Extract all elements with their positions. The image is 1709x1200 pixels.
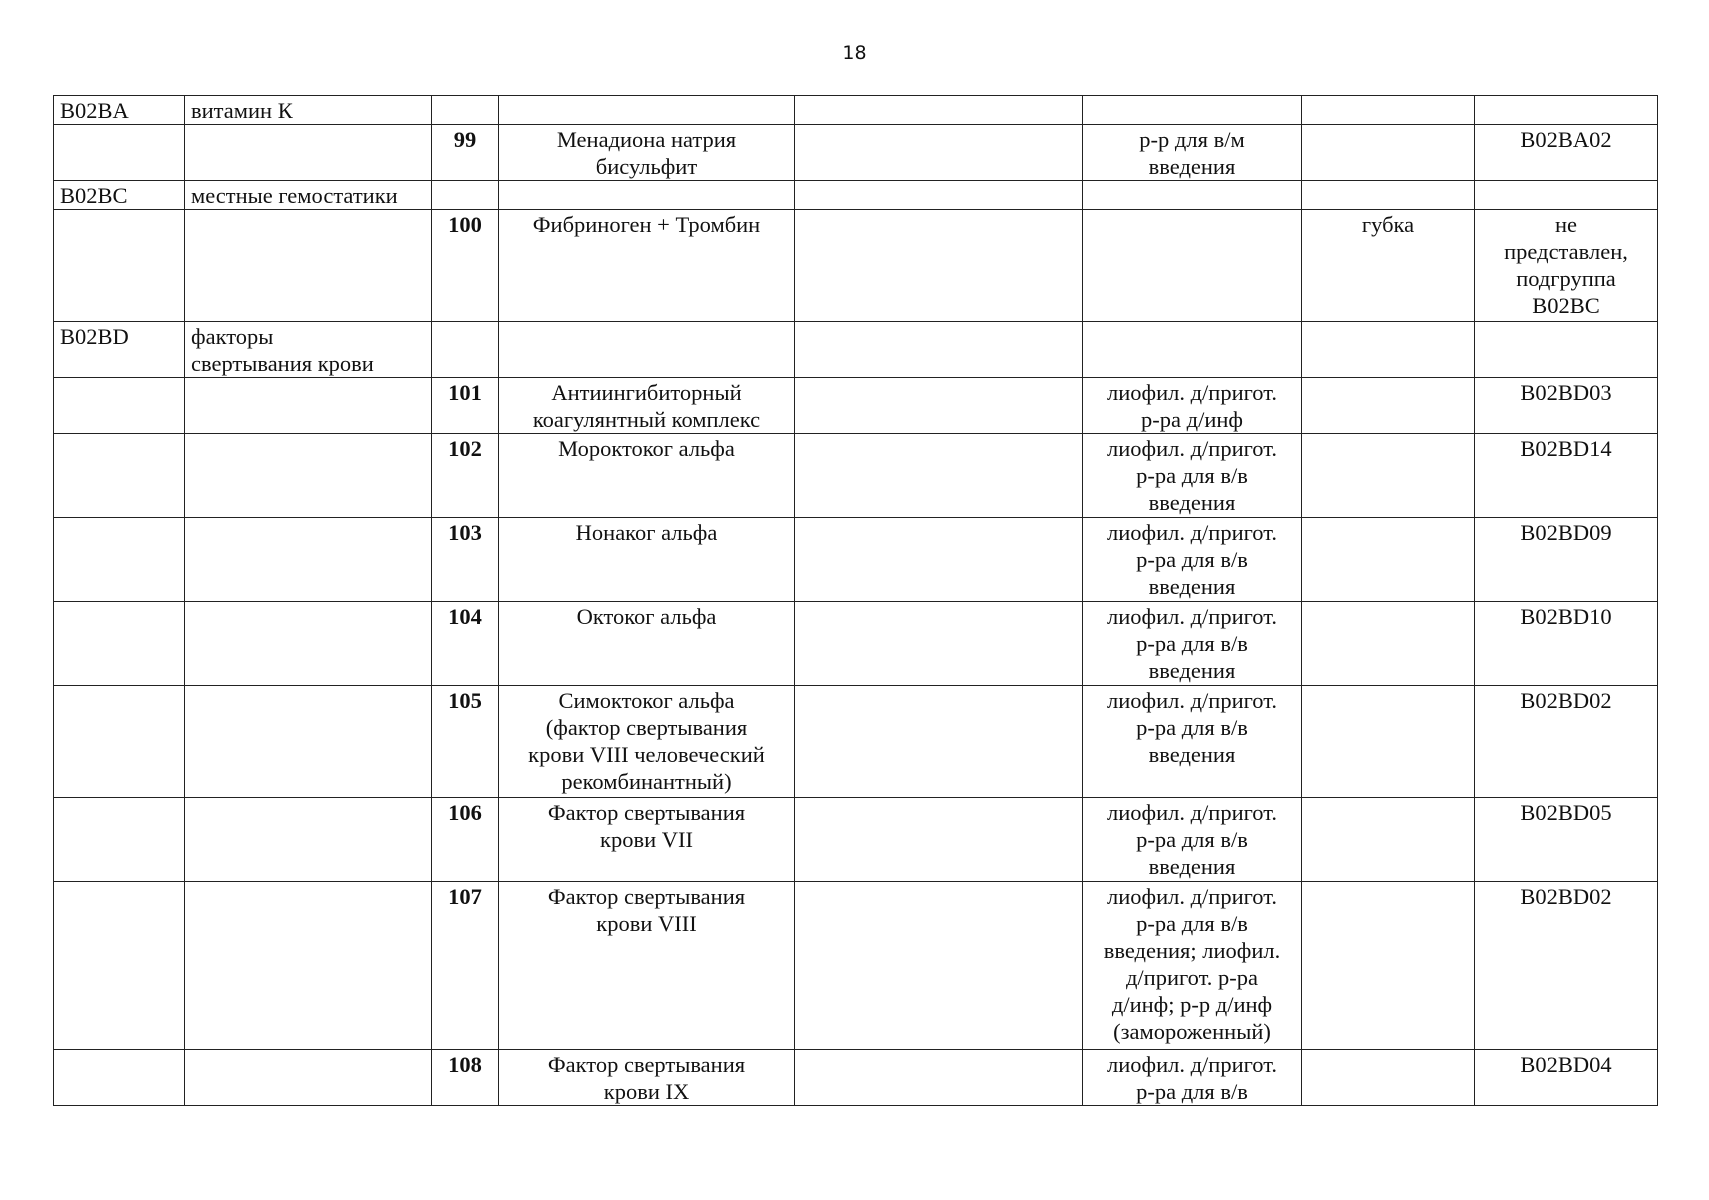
item-number-cell: 101 — [432, 378, 499, 434]
dosage-form-cell — [1083, 181, 1302, 210]
group-name-cell — [185, 125, 432, 181]
item-number-cell — [432, 322, 499, 378]
dosage-form-cell: лиофил. д/пригот. р-ра д/инф — [1083, 378, 1302, 434]
drug-name-cell — [499, 96, 795, 125]
item-number-cell: 106 — [432, 798, 499, 882]
empty-cell-cell — [795, 434, 1083, 518]
group-name-cell: факторы свертывания крови — [185, 322, 432, 378]
drug-name-cell: Фактор свертывания крови VII — [499, 798, 795, 882]
table-row — [54, 434, 1658, 518]
atc-code-full-cell: B02BD10 — [1475, 602, 1658, 686]
atc-code-full-cell: B02BD09 — [1475, 518, 1658, 602]
dosage-form-cell: лиофил. д/пригот. р-ра для в/в введения — [1083, 798, 1302, 882]
form-note-cell — [1302, 882, 1475, 1050]
atc-code-full-cell: B02BA02 — [1475, 125, 1658, 181]
dosage-form-cell — [1083, 96, 1302, 125]
form-note-cell — [1302, 181, 1475, 210]
drug-name-cell: Фибриноген + Тромбин — [499, 210, 795, 322]
form-note-cell: губка — [1302, 210, 1475, 322]
item-number-cell: 104 — [432, 602, 499, 686]
table-row — [54, 210, 1658, 322]
item-number-cell: 102 — [432, 434, 499, 518]
form-note-cell — [1302, 602, 1475, 686]
table-row — [54, 882, 1658, 1050]
form-note-cell — [1302, 322, 1475, 378]
drug-name-cell: Фактор свертывания крови IX — [499, 1050, 795, 1106]
atc-code-cell — [54, 210, 185, 322]
drug-name-cell: Нонаког альфа — [499, 518, 795, 602]
item-number-cell: 105 — [432, 686, 499, 798]
form-note-cell — [1302, 1050, 1475, 1106]
dosage-form-cell: лиофил. д/пригот. р-ра для в/в введения; лиофил. д/пригот. р-ра д/инф; р-р д/инф (замороженный) — [1083, 882, 1302, 1050]
atc-code-full-cell: B02BD14 — [1475, 434, 1658, 518]
empty-cell-cell — [795, 181, 1083, 210]
atc-code-full-cell — [1475, 96, 1658, 125]
dosage-form-cell: лиофил. д/пригот. р-ра для в/в введения — [1083, 434, 1302, 518]
table-row — [54, 96, 1658, 125]
atc-code-full-cell — [1475, 181, 1658, 210]
atc-code-cell: B02BC — [54, 181, 185, 210]
dosage-form-cell: лиофил. д/пригот. р-ра для в/в введения — [1083, 686, 1302, 798]
group-name-cell — [185, 602, 432, 686]
atc-code-cell: B02BA — [54, 96, 185, 125]
dosage-form-cell: лиофил. д/пригот. р-ра для в/в введения — [1083, 602, 1302, 686]
atc-code-full-cell: B02BD02 — [1475, 882, 1658, 1050]
group-name-cell — [185, 434, 432, 518]
atc-code-full-cell: B02BD04 — [1475, 1050, 1658, 1106]
drug-name-cell: Фактор свертывания крови VIII — [499, 882, 795, 1050]
drug-list-table — [53, 95, 1658, 1106]
empty-cell-cell — [795, 518, 1083, 602]
empty-cell-cell — [795, 882, 1083, 1050]
drug-name-cell: Октоког альфа — [499, 602, 795, 686]
group-name-cell — [185, 798, 432, 882]
group-name-cell — [185, 686, 432, 798]
table-row — [54, 518, 1658, 602]
empty-cell-cell — [795, 798, 1083, 882]
atc-code-full-cell: не представлен, подгруппа B02BC — [1475, 210, 1658, 322]
item-number-cell: 99 — [432, 125, 499, 181]
atc-code-cell: B02BD — [54, 322, 185, 378]
table-row — [54, 1050, 1658, 1106]
table-row — [54, 602, 1658, 686]
group-name-cell: витамин К — [185, 96, 432, 125]
atc-code-cell — [54, 518, 185, 602]
table-row — [54, 686, 1658, 798]
atc-code-cell — [54, 602, 185, 686]
page-number: 18 — [842, 42, 867, 64]
form-note-cell — [1302, 686, 1475, 798]
drug-name-cell: Антиингибиторный коагулянтный комплекс — [499, 378, 795, 434]
empty-cell-cell — [795, 1050, 1083, 1106]
empty-cell-cell — [795, 378, 1083, 434]
table-row — [54, 125, 1658, 181]
group-name-cell — [185, 378, 432, 434]
item-number-cell — [432, 96, 499, 125]
drug-name-cell — [499, 181, 795, 210]
table-row — [54, 322, 1658, 378]
atc-code-cell — [54, 434, 185, 518]
dosage-form-cell: р-р для в/м введения — [1083, 125, 1302, 181]
dosage-form-cell: лиофил. д/пригот. р-ра для в/в — [1083, 1050, 1302, 1106]
dosage-form-cell — [1083, 322, 1302, 378]
group-name-cell — [185, 518, 432, 602]
empty-cell-cell — [795, 602, 1083, 686]
atc-code-full-cell: B02BD03 — [1475, 378, 1658, 434]
atc-code-cell — [54, 882, 185, 1050]
dosage-form-cell — [1083, 210, 1302, 322]
item-number-cell: 107 — [432, 882, 499, 1050]
drug-name-cell: Мороктоког альфа — [499, 434, 795, 518]
empty-cell-cell — [795, 322, 1083, 378]
atc-code-full-cell — [1475, 322, 1658, 378]
table-row — [54, 378, 1658, 434]
group-name-cell — [185, 210, 432, 322]
group-name-cell — [185, 882, 432, 1050]
table-row — [54, 181, 1658, 210]
drug-name-cell — [499, 322, 795, 378]
group-name-cell — [185, 1050, 432, 1106]
dosage-form-cell: лиофил. д/пригот. р-ра для в/в введения — [1083, 518, 1302, 602]
empty-cell-cell — [795, 96, 1083, 125]
table-row — [54, 798, 1658, 882]
drug-name-cell: Менадиона натрия бисульфит — [499, 125, 795, 181]
item-number-cell: 108 — [432, 1050, 499, 1106]
atc-code-cell — [54, 798, 185, 882]
atc-code-cell — [54, 125, 185, 181]
form-note-cell — [1302, 96, 1475, 125]
empty-cell-cell — [795, 125, 1083, 181]
atc-code-cell — [54, 378, 185, 434]
atc-code-cell — [54, 1050, 185, 1106]
form-note-cell — [1302, 378, 1475, 434]
item-number-cell — [432, 181, 499, 210]
form-note-cell — [1302, 798, 1475, 882]
atc-code-full-cell: B02BD05 — [1475, 798, 1658, 882]
form-note-cell — [1302, 434, 1475, 518]
group-name-cell: местные гемостатики — [185, 181, 432, 210]
form-note-cell — [1302, 518, 1475, 602]
drug-name-cell: Симоктоког альфа (фактор свертывания крови VIII человеческий рекомбинантный) — [499, 686, 795, 798]
atc-code-full-cell: B02BD02 — [1475, 686, 1658, 798]
item-number-cell: 103 — [432, 518, 499, 602]
form-note-cell — [1302, 125, 1475, 181]
atc-code-cell — [54, 686, 185, 798]
empty-cell-cell — [795, 686, 1083, 798]
item-number-cell: 100 — [432, 210, 499, 322]
empty-cell-cell — [795, 210, 1083, 322]
